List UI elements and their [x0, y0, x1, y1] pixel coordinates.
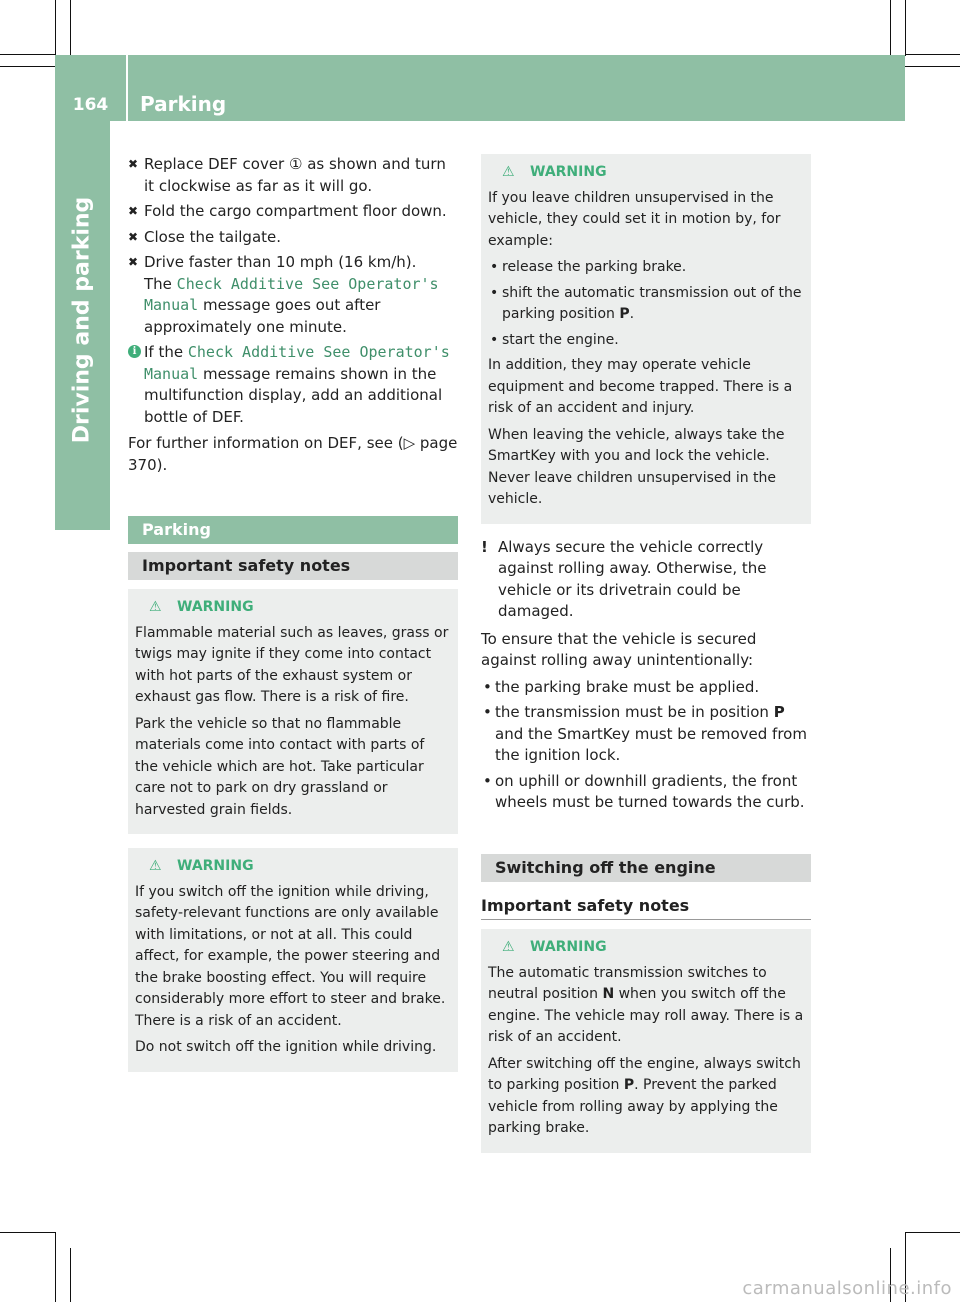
- list-item: • the transmission must be in position P and the SmartKey must be removed from the ignition lock.: [481, 702, 811, 767]
- display-message: Check Additive See Operator's Manual: [144, 343, 450, 383]
- list-item: • start the engine.: [488, 330, 804, 352]
- circled-number-icon: ①: [289, 155, 303, 173]
- list-item: • on uphill or downhill gradients, the front wheels must be turned towards the curb.: [481, 771, 811, 814]
- arrow-icon: ✖: [128, 255, 139, 269]
- crop-mark: [55, 1232, 56, 1302]
- section-header-safety: Important safety notes: [128, 552, 458, 580]
- exclamation-icon: !: [481, 537, 488, 556]
- warning-triangle-icon: ⚠: [502, 164, 515, 180]
- crop-mark: [55, 0, 56, 56]
- arrow-icon: ✖: [128, 157, 139, 171]
- list-item: • release the parking brake.: [488, 257, 804, 279]
- step-item: ✖ Fold the cargo compartment floor down.: [128, 201, 458, 223]
- page-title: Parking: [140, 92, 227, 116]
- further-info-text: For further information on DEF, see (▷ page 370).: [128, 434, 458, 474]
- crop-mark: [0, 54, 56, 55]
- warning-box: ⚠ WARNING Flammable material such as leaves, grass or twigs may ignite if they come into contact with hot parts of the exhaust system or exhaust gas flow. There is a risk of fire. Park the vehicle so that no flammable materials come into contact with parts of the vehicle which are hot. Take particular care not to park on dry grassland or harvested grain fields.: [128, 589, 458, 834]
- crop-mark: [905, 0, 906, 56]
- step-item: ✖ Close the tailgate.: [128, 227, 458, 249]
- crop-mark: [0, 1232, 56, 1233]
- warning-triangle-icon: ⚠: [149, 599, 162, 615]
- page-number: 164: [72, 95, 109, 115]
- crop-mark: [0, 66, 56, 67]
- list-item: • the parking brake must be applied.: [481, 677, 811, 699]
- crop-mark: [905, 54, 960, 55]
- info-icon: i: [128, 345, 141, 358]
- watermark: carmanualsonline.info: [742, 1278, 952, 1299]
- crop-mark: [70, 0, 71, 56]
- ensure-text: To ensure that the vehicle is secured against rolling away unintentionally:: [481, 629, 757, 669]
- warning-box: ⚠ WARNING If you leave children unsupervised in the vehicle, they could set it in motion by, for example: • release the parking brake. • shift the automatic transmission out of the parking position P. • start the engine. In addition, they may operate vehicle equipment and become trapped. There is a risk of an accident and injury. When leaving the vehicle, always take the SmartKey with you and lock the vehicle. Never leave children unsupervised in the vehicle.: [481, 154, 811, 524]
- list-item: • shift the automatic transmission out of the parking position P.: [488, 283, 804, 326]
- arrow-icon: ✖: [128, 204, 139, 218]
- warning-box: ⚠ WARNING The automatic transmission switches to neutral position N when you switch off the engine. The vehicle may roll away. There is a risk of an accident. After switching off the engine, always switch to parking position P. Prevent the parked vehicle from rolling away by applying the parking brake.: [481, 929, 811, 1153]
- subsection-heading: Important safety notes: [481, 895, 811, 921]
- section-header-switch-off: Switching off the engine: [481, 854, 811, 882]
- warning-triangle-icon: ⚠: [149, 858, 162, 874]
- crop-mark: [70, 1248, 71, 1302]
- right-column: [481, 154, 811, 1153]
- crop-mark: [905, 66, 960, 67]
- step-item: ✖ Replace DEF cover ① as shown and turn it clockwise as far as it will go.: [128, 155, 446, 195]
- arrow-icon: ✖: [128, 229, 139, 244]
- side-tab-label: Driving and parking: [69, 196, 95, 444]
- crop-mark: [905, 1232, 960, 1233]
- step-item: ✖ Drive faster than 10 mph (16 km/h). The Check Additive See Operator's Manual message goes out after approximately one minute.: [128, 253, 439, 336]
- left-column: [128, 154, 458, 1072]
- section-header-parking: Parking: [128, 516, 458, 544]
- warning-triangle-icon: ⚠: [502, 939, 515, 955]
- damage-note: ! Always secure the vehicle correctly against rolling away. Otherwise, the vehicle or its drivetrain could be damaged.: [481, 537, 767, 620]
- header-divider: [126, 55, 128, 121]
- info-note: i If the Check Additive See Operator's Manual message remains shown in the multifunction display, add an additional bottle of DEF.: [128, 342, 458, 428]
- display-message: Check Additive See Operator's Manual: [144, 274, 439, 314]
- crop-mark: [890, 0, 891, 56]
- warning-box: ⚠ WARNING If you switch off the ignition while driving, safety-relevant functions are only available with limitations, or not at all. This could affect, for example, the power steering and the brake boosting effect. You will require considerably more effort to steer and brake. There is a risk of an accident. Do not switch off the ignition while driving.: [128, 848, 458, 1072]
